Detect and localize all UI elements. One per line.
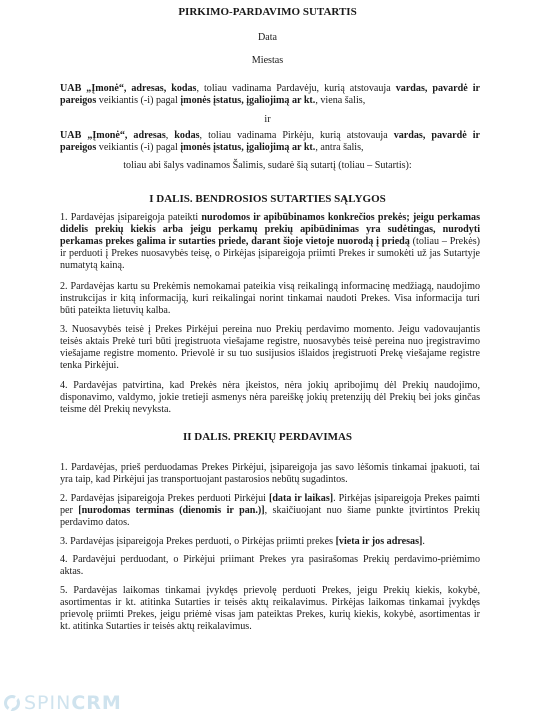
parties-line: toliau abi šalys vadinamos Šalimis, sudarė šią sutartį (toliau – Sutartis):: [123, 160, 412, 171]
document-title: PIRKIMO-PARDAVIMO SUTARTIS: [178, 6, 357, 18]
city-line: Miestas: [251, 55, 284, 66]
date-line: Data: [257, 32, 278, 43]
logo-crm-text: CRM: [71, 692, 122, 714]
part2-paragraph-4: 4. Pardavėjui perduodant, o Pirkėjui priimant Prekes yra pasirašomas Prekių perdavimo-priėmimo aktas.: [60, 554, 480, 577]
part1-paragraph-2: 2. Pardavėjas kartu su Prekėmis nemokamai pateikia visą reikalingą informacinę medžiagą, naudojimo instrukcijas ir kitą informaciją, kuri reikalingai norint tinkamai naudoti Prekes. Visa informacija turi būti pateikta lietuvių kalba.: [60, 281, 480, 316]
seller-paragraph: UAB „Įmonė“, adresas, kodas, toliau vadinama Pardavėju, kurią atstovauja vardas, pavardė ir pareigos veikiantis (-i) pagal įmonės įstatus, įgaliojimą ar kt., viena šalis,: [60, 83, 480, 106]
ir-line: ir: [264, 114, 271, 125]
spincrm-logo: [4, 692, 122, 714]
part1-paragraph-1: 1. Pardavėjas įsipareigoja pateikti nurodomos ir apibūbinamos konkrečios prekės; jeigu perkamas didelis prekių kiekis arba jeigu perkamų prekių apibūdinimas yra sudėtingas, nurodyti perkamas prekes galima ir sutarties priede, darant šioje vietoje nuorodą į priedą (toliau – Prekės) ir perduoti į Prekes nuosavybės teisę, o Pirkėjas įsipareigoja priimti Prekes ir sumokėti už jas Sutartyje numatytą kainą.: [60, 212, 480, 271]
part2-heading: II DALIS. PREKIŲ PERDAVIMAS: [182, 431, 353, 443]
part1-paragraph-4: 4. Pardavėjas patvirtina, kad Prekės nėra įkeistos, nėra jokių apribojimų dėl Prekių naudojimo, disponavimo, valdymo, jokie tretieji asmenys nėra pareiškę jokių pretenzijų dėl Prekių bei joks ginčas teisme dėl Prekių nevyksta.: [60, 380, 480, 415]
part1-heading: I DALIS. BENDROSIOS SUTARTIES SĄLYGOS: [149, 193, 386, 205]
part2-paragraph-5: 5. Pardavėjas laikomas tinkamai įvykdęs prievolę perduoti Prekes, jeigu Prekių kiekis, kokybė, asortimentas ir kt. atitinka Sutarties ir teisės aktų reikalavimus. Pirkėjas laikomas tinkamai įvykdęs prievolę priimti Prekes, jeigu priėmė visas jam pateiktas Prekes, kurių kiekis, kokybė, asortimentas ir kt. atitinka Sutarties ir teisės aktų reikalavimus.: [60, 585, 480, 632]
logo-spin-text: SPIN: [24, 692, 72, 714]
part2-paragraph-1: 1. Pardavėjas, prieš perduodamas Prekes Pirkėjui, įsipareigoja jas savo lėšomis tinkamai įpakuoti, tai yra taip, kad Pirkėjui jas transportuojant pastarosios nebūtų sugadintos.: [60, 462, 480, 485]
part2-paragraph-2: 2. Pardavėjas įsipareigoja Prekes perduoti Pirkėjui [data ir laikas]. Pirkėjas įsipareigoja Prekes paimti per [nurodomas terminas (dienomis ir pan.)], skaičiuojant nuo šiame punkte įtvirtintos Prekių perdavimo datos.: [60, 493, 480, 528]
spincrm-logo-mark-icon: [4, 695, 20, 711]
buyer-paragraph: UAB „Įmonė“, adresas, kodas, toliau vadinama Pirkėju, kurią atstovauja vardas, pavardė ir pareigos veikiantis (-i) pagal įmonės įstatus, įgaliojimą ar kt., antra šalis,: [60, 130, 480, 153]
part2-paragraph-3: 3. Pardavėjas įsipareigoja Prekes perduoti, o Pirkėjas priimti prekes [vieta ir jos adresas].: [60, 536, 425, 547]
part1-paragraph-3: 3. Nuosavybės teisė į Prekes Pirkėjui pereina nuo Prekių perdavimo momento. Jeigu vadovaujantis teisės aktais Prekė turi būti įregistruota viešajame registre, nuosavybės teisė pereina nuo įregistravimo viešajame registre momento. Prievolė ir su tuo susijusios išlaidos įregistruoti Prekę viešajame registre tenka Pirkėjui.: [60, 324, 480, 371]
